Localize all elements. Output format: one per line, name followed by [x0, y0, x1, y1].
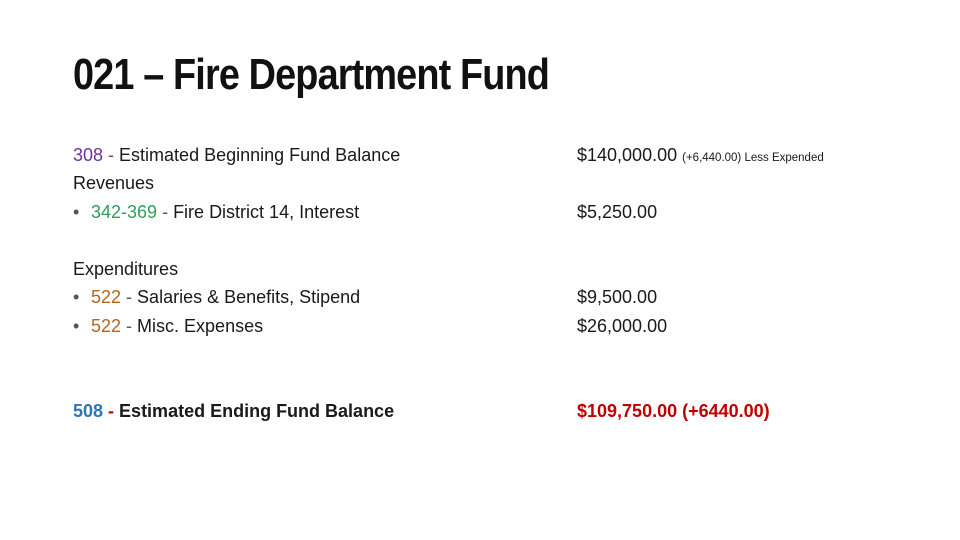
- separator: -: [103, 145, 120, 165]
- page-title: 021 – Fire Department Fund: [73, 50, 549, 99]
- beginning-amount: $140,000.00: [577, 145, 678, 165]
- bullet: •: [73, 287, 80, 307]
- beginning-balance-row: [73, 144, 400, 166]
- separator: -: [121, 316, 138, 336]
- ending-label: Estimated Ending Fund Balance: [119, 401, 395, 421]
- ending-amount: $109,750.00 (+6440.00): [577, 401, 770, 421]
- separator: -: [103, 401, 120, 421]
- bullet: •: [73, 202, 80, 222]
- expenditure-code: 522: [91, 287, 122, 307]
- expenditure-amount: $9,500.00: [577, 287, 658, 307]
- expenditure-code: 522: [91, 316, 122, 336]
- revenues-heading: Revenues: [73, 173, 155, 193]
- ending-code: 508: [73, 401, 104, 421]
- expenditure-label: Salaries & Benefits, Stipend: [137, 287, 361, 307]
- revenue-code: 342-369: [91, 202, 158, 222]
- separator: -: [157, 202, 174, 222]
- beginning-code: 308: [73, 145, 104, 165]
- revenue-label: Fire District 14, Interest: [173, 202, 360, 222]
- expenditure-item: [73, 286, 360, 308]
- separator: -: [121, 287, 138, 307]
- expenditures-heading: Expenditures: [73, 259, 179, 279]
- beginning-note: (+6,440.00) Less Expended: [682, 152, 824, 164]
- beginning-amount-cell: [577, 144, 824, 169]
- revenue-amount: $5,250.00: [577, 202, 658, 222]
- expenditure-item: [73, 315, 263, 337]
- expenditure-label: Misc. Expenses: [137, 316, 264, 336]
- expenditure-amount: $26,000.00: [577, 316, 668, 336]
- revenue-item: [73, 201, 359, 223]
- bullet: •: [73, 316, 80, 336]
- ending-balance-row: [73, 400, 394, 422]
- beginning-label: Estimated Beginning Fund Balance: [119, 145, 401, 165]
